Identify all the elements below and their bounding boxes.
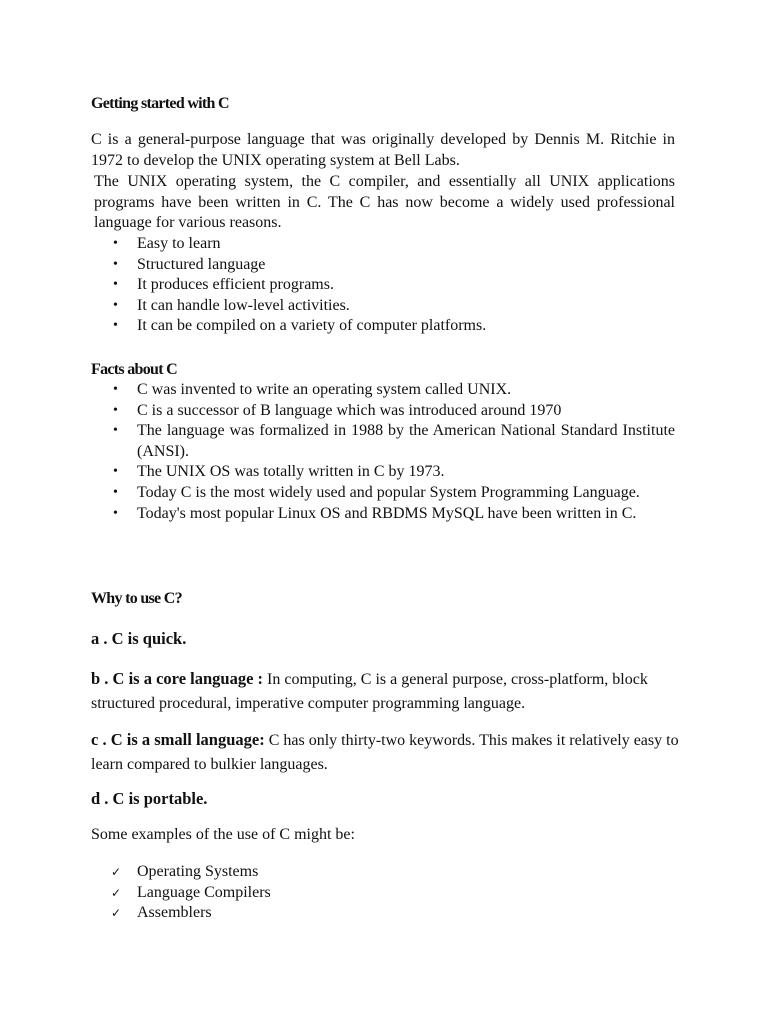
heading-getting-started: Getting started with C: [91, 95, 229, 112]
list-item: • C was invented to write an operating system called UNIX.: [91, 380, 675, 401]
list-item: • It can handle low-level activities.: [91, 296, 681, 317]
intro-paragraph-1: C is a general-purpose language that was originally developed by Dennis M. Ritchie in 1972 to develop the UNIX operating system at Bell Labs.: [91, 131, 675, 169]
examples-intro: Some examples of the use of C might be:: [91, 826, 355, 843]
list-item: • The language was formalized in 1988 by the American National Standard Institute (ANSI).: [113, 422, 675, 460]
heading-why-use-c: Why to use C?: [91, 590, 182, 607]
list-item: • It produces efficient programs.: [91, 275, 681, 296]
reasons-list: [91, 234, 681, 337]
bullet-icon: •: [113, 277, 118, 293]
bullet-icon: •: [113, 297, 118, 313]
list-item: ✓ Assemblers: [91, 903, 491, 924]
why-small-text: C has only thirty-two keywords. This makes it relatively easy to learn compared to bulkier languages.: [91, 732, 679, 773]
why-quick: a . C is quick.: [91, 629, 187, 648]
bullet-icon: •: [113, 505, 118, 521]
list-item: • C is a successor of B language which was introduced around 1970: [91, 401, 675, 422]
check-icon: ✓: [111, 865, 122, 879]
check-icon: ✓: [111, 906, 122, 921]
bullet-icon: •: [113, 402, 118, 418]
list-item: ✓ Language Compilers: [91, 883, 491, 904]
examples-list: [91, 862, 491, 924]
list-item: • Today C is the most widely used and popular System Programming Language.: [91, 483, 675, 504]
facts-list: [91, 380, 675, 524]
bullet-icon: •: [113, 464, 118, 480]
bullet-icon: •: [113, 484, 118, 500]
bullet-icon: •: [113, 256, 118, 272]
list-item: • Easy to learn: [91, 234, 681, 255]
why-core-text: In computing, C is a general purpose, cross-platform, block structured procedural, imperative computer programming language.: [91, 671, 648, 712]
list-item: • The UNIX OS was totally written in C by 1973.: [91, 462, 675, 483]
bullet-icon: •: [113, 236, 118, 251]
check-icon: ✓: [111, 885, 122, 900]
list-item: • Structured language: [91, 255, 681, 276]
why-core-language: [91, 667, 691, 716]
bullet-icon: •: [113, 318, 118, 334]
bullet-icon: •: [113, 423, 118, 439]
list-item: ✓ Operating Systems: [91, 862, 491, 883]
why-core-lead: b . C is a core language :: [91, 669, 264, 688]
bullet-icon: •: [113, 382, 118, 397]
list-item: • It can be compiled on a variety of computer platforms.: [91, 316, 681, 337]
why-portable: d . C is portable.: [91, 789, 208, 808]
intro-paragraph-2: The UNIX operating system, the C compiler, and essentially all UNIX applications programs have been written in C. The C has now become a widely used professional language for various reasons.: [94, 173, 675, 232]
why-small-language: [91, 728, 691, 777]
heading-facts: Facts about C: [91, 361, 178, 378]
why-small-lead: c . C is a small language:: [91, 730, 265, 749]
list-item: • Today's most popular Linux OS and RBDMS MySQL have been written in C.: [91, 504, 675, 525]
